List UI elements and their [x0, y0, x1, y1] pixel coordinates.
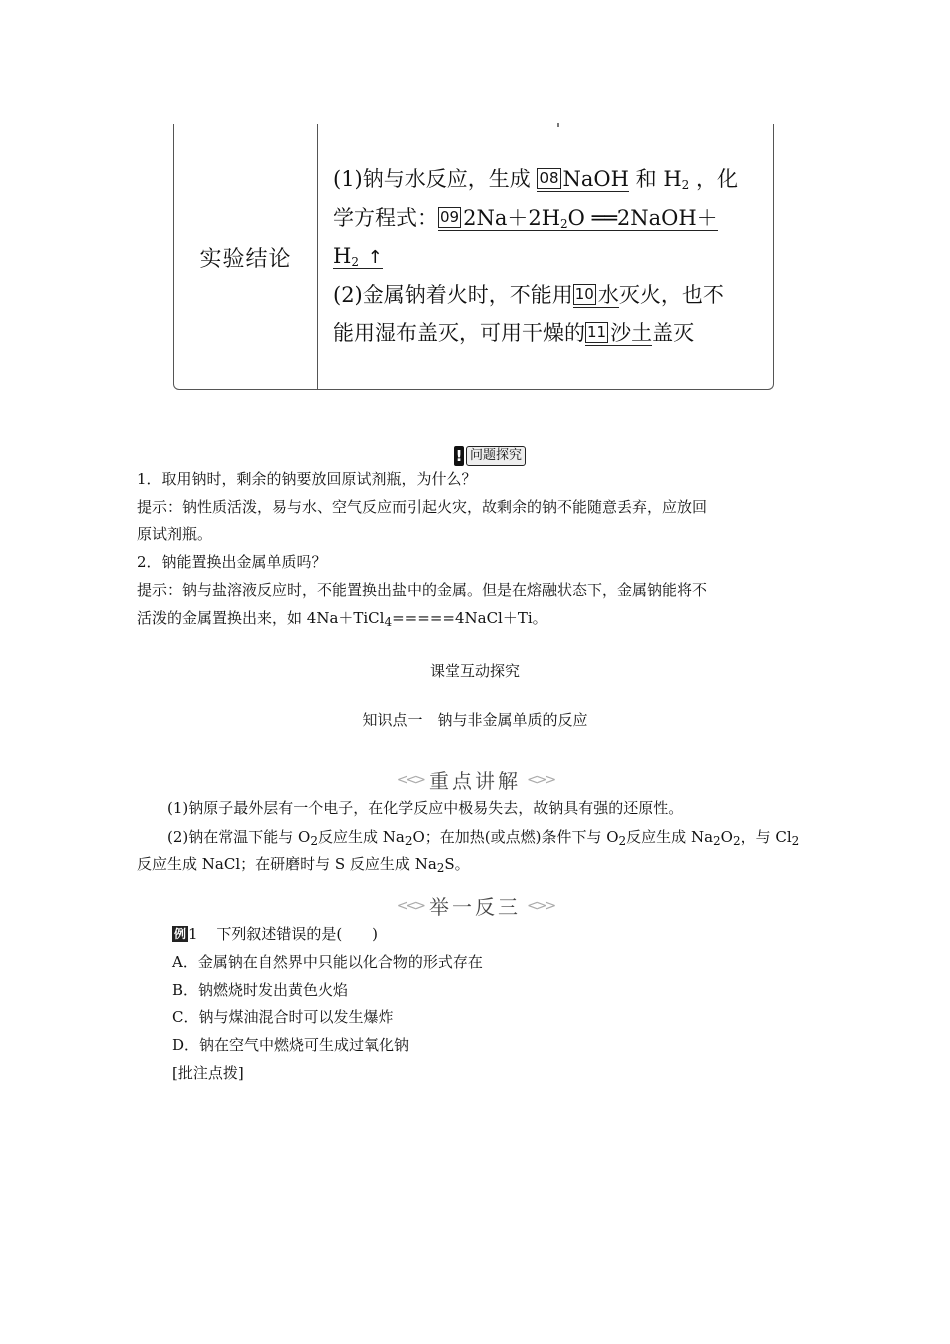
banner-title: 举一反三 [429, 895, 521, 919]
knowledge-point-title: 知识点一 钠与非金属单质的反应 [362, 711, 588, 729]
right-chevron-ornament-icon: <>> [527, 771, 554, 788]
badge-title: 问题探究 [466, 446, 526, 466]
table-line-3 [333, 237, 761, 276]
blank-number-box: 09 [440, 207, 460, 226]
answer-text: 沙土 [610, 321, 653, 345]
text: 盖灭 [652, 321, 695, 345]
option-b: B．钠燃烧时发出黄色火焰 [172, 981, 349, 999]
answer-text: H [333, 244, 352, 268]
text: ，与 Cl [740, 828, 792, 846]
annotation-label: [批注点拨] [172, 1064, 244, 1082]
question-text: 下列叙述错误的是( ) [216, 925, 379, 943]
answer-text: 2Na＋2H [463, 205, 561, 230]
blank-number-box: 10 [574, 284, 594, 303]
blank-answer [585, 321, 652, 346]
banner-key-explanation [0, 765, 950, 795]
answer-2-line-1: 提示：钠与盐溶液反应时，不能置换出盐中的金属。但是在熔融状态下，金属钠能将不 [137, 581, 708, 599]
question-2: 2．钠能置换出金属单质吗？ [137, 553, 327, 571]
text: 反应生成 Na [626, 828, 714, 846]
table-line-1 [333, 160, 761, 199]
key-point-2-line-2 [137, 851, 817, 879]
answer-1-line-2: 原试剂瓶。 [137, 525, 213, 543]
answer-text: 水 [597, 282, 619, 307]
text: 能用湿布盖灭，可用干燥的 [333, 321, 585, 345]
key-point-1 [137, 795, 817, 823]
blank-number-box: 08 [539, 169, 559, 187]
blank-answer [333, 244, 383, 269]
subscript: 2 [713, 834, 721, 848]
table-divider-tick [557, 123, 559, 127]
subscript: 2 [436, 861, 445, 875]
question-section-badge [454, 446, 526, 466]
key-point-2-line-1 [137, 824, 817, 852]
text: 反应生成 NaCl；在研磨时与 S 反应生成 Na [137, 855, 437, 873]
text: 和 H [635, 167, 682, 191]
text: 活泼的金属置换出来，如 4Na＋TiCl [137, 609, 385, 627]
table-row-label: 实验结论 [199, 247, 292, 272]
table-line-5 [333, 314, 761, 353]
right-chevron-ornament-icon: <>> [527, 897, 554, 914]
banner-title: 重点讲解 [429, 769, 521, 793]
text: 反应生成 Na [317, 828, 405, 846]
text: =====4NaCl＋Ti。 [392, 609, 548, 627]
text: (2)金属钠着火时，不能用 [333, 282, 573, 307]
text: ，化 [695, 167, 738, 191]
blank-number-box: 11 [587, 323, 607, 341]
table-column-divider [317, 124, 318, 389]
question-1: 1．取用钠时，剩余的钠要放回原试剂瓶，为什么？ [137, 470, 477, 488]
example-badge-icon: 例 [173, 927, 186, 941]
text: 提示：钠性质活泼，易与水、空气反应而引起火灾，故剩余的钠不能随意丢弃，应放回 [137, 498, 708, 516]
text: (2)钠在常温下能与 O [167, 828, 311, 846]
option-c: C．钠与煤油混合时可以发生爆炸 [172, 1008, 394, 1026]
table-line-4 [333, 276, 761, 315]
text: O；在加热(或点燃)条件下与 O [412, 828, 619, 846]
subscript: 2 [351, 255, 359, 269]
left-chevron-ornament-icon: <<> [396, 897, 423, 914]
text: 灭火，也不 [618, 282, 724, 307]
subscript: 2 [560, 216, 568, 231]
blank-answer [573, 283, 619, 308]
answer-2-line-2 [137, 605, 817, 633]
answer-text: NaOH [562, 167, 629, 191]
answer-text: O ══2NaOH＋ [567, 205, 718, 230]
blank-answer [438, 206, 718, 231]
subscript: 2 [791, 834, 800, 848]
answer-1-line-1 [137, 494, 813, 522]
option-a: A．金属钠在自然界中只能以化合物的形式存在 [172, 953, 483, 971]
table-row-content [333, 160, 761, 353]
subscript: 2 [310, 834, 318, 848]
text: (1)钠与水反应，生成 [333, 167, 531, 191]
option-d: D．钠在空气中燃烧可生成过氧化钠 [172, 1036, 410, 1054]
gas-arrow-icon: ↑ [367, 247, 383, 268]
left-chevron-ornament-icon: <<> [396, 771, 423, 788]
text: O [720, 828, 733, 846]
subscript: 2 [404, 834, 413, 848]
conclusion-table [173, 124, 774, 390]
subscript: 2 [618, 834, 627, 848]
example-question [172, 921, 852, 949]
subscript: 2 [732, 834, 741, 848]
subscript: 2 [681, 178, 690, 192]
section-title: 课堂互动探究 [429, 662, 520, 680]
text [636, 167, 690, 191]
exclamation-icon: ! [455, 447, 463, 465]
text: S。 [444, 855, 470, 873]
text [167, 828, 799, 846]
example-number: 1 [188, 925, 198, 943]
table-line-2 [333, 199, 761, 238]
subscript: 4 [384, 615, 393, 629]
blank-answer [537, 167, 629, 192]
text: 学方程式： [333, 205, 438, 230]
text: (1)钠原子最外层有一个电子，在化学反应中极易失去，故钠具有强的还原性。 [167, 799, 684, 817]
banner-practice [0, 891, 950, 921]
